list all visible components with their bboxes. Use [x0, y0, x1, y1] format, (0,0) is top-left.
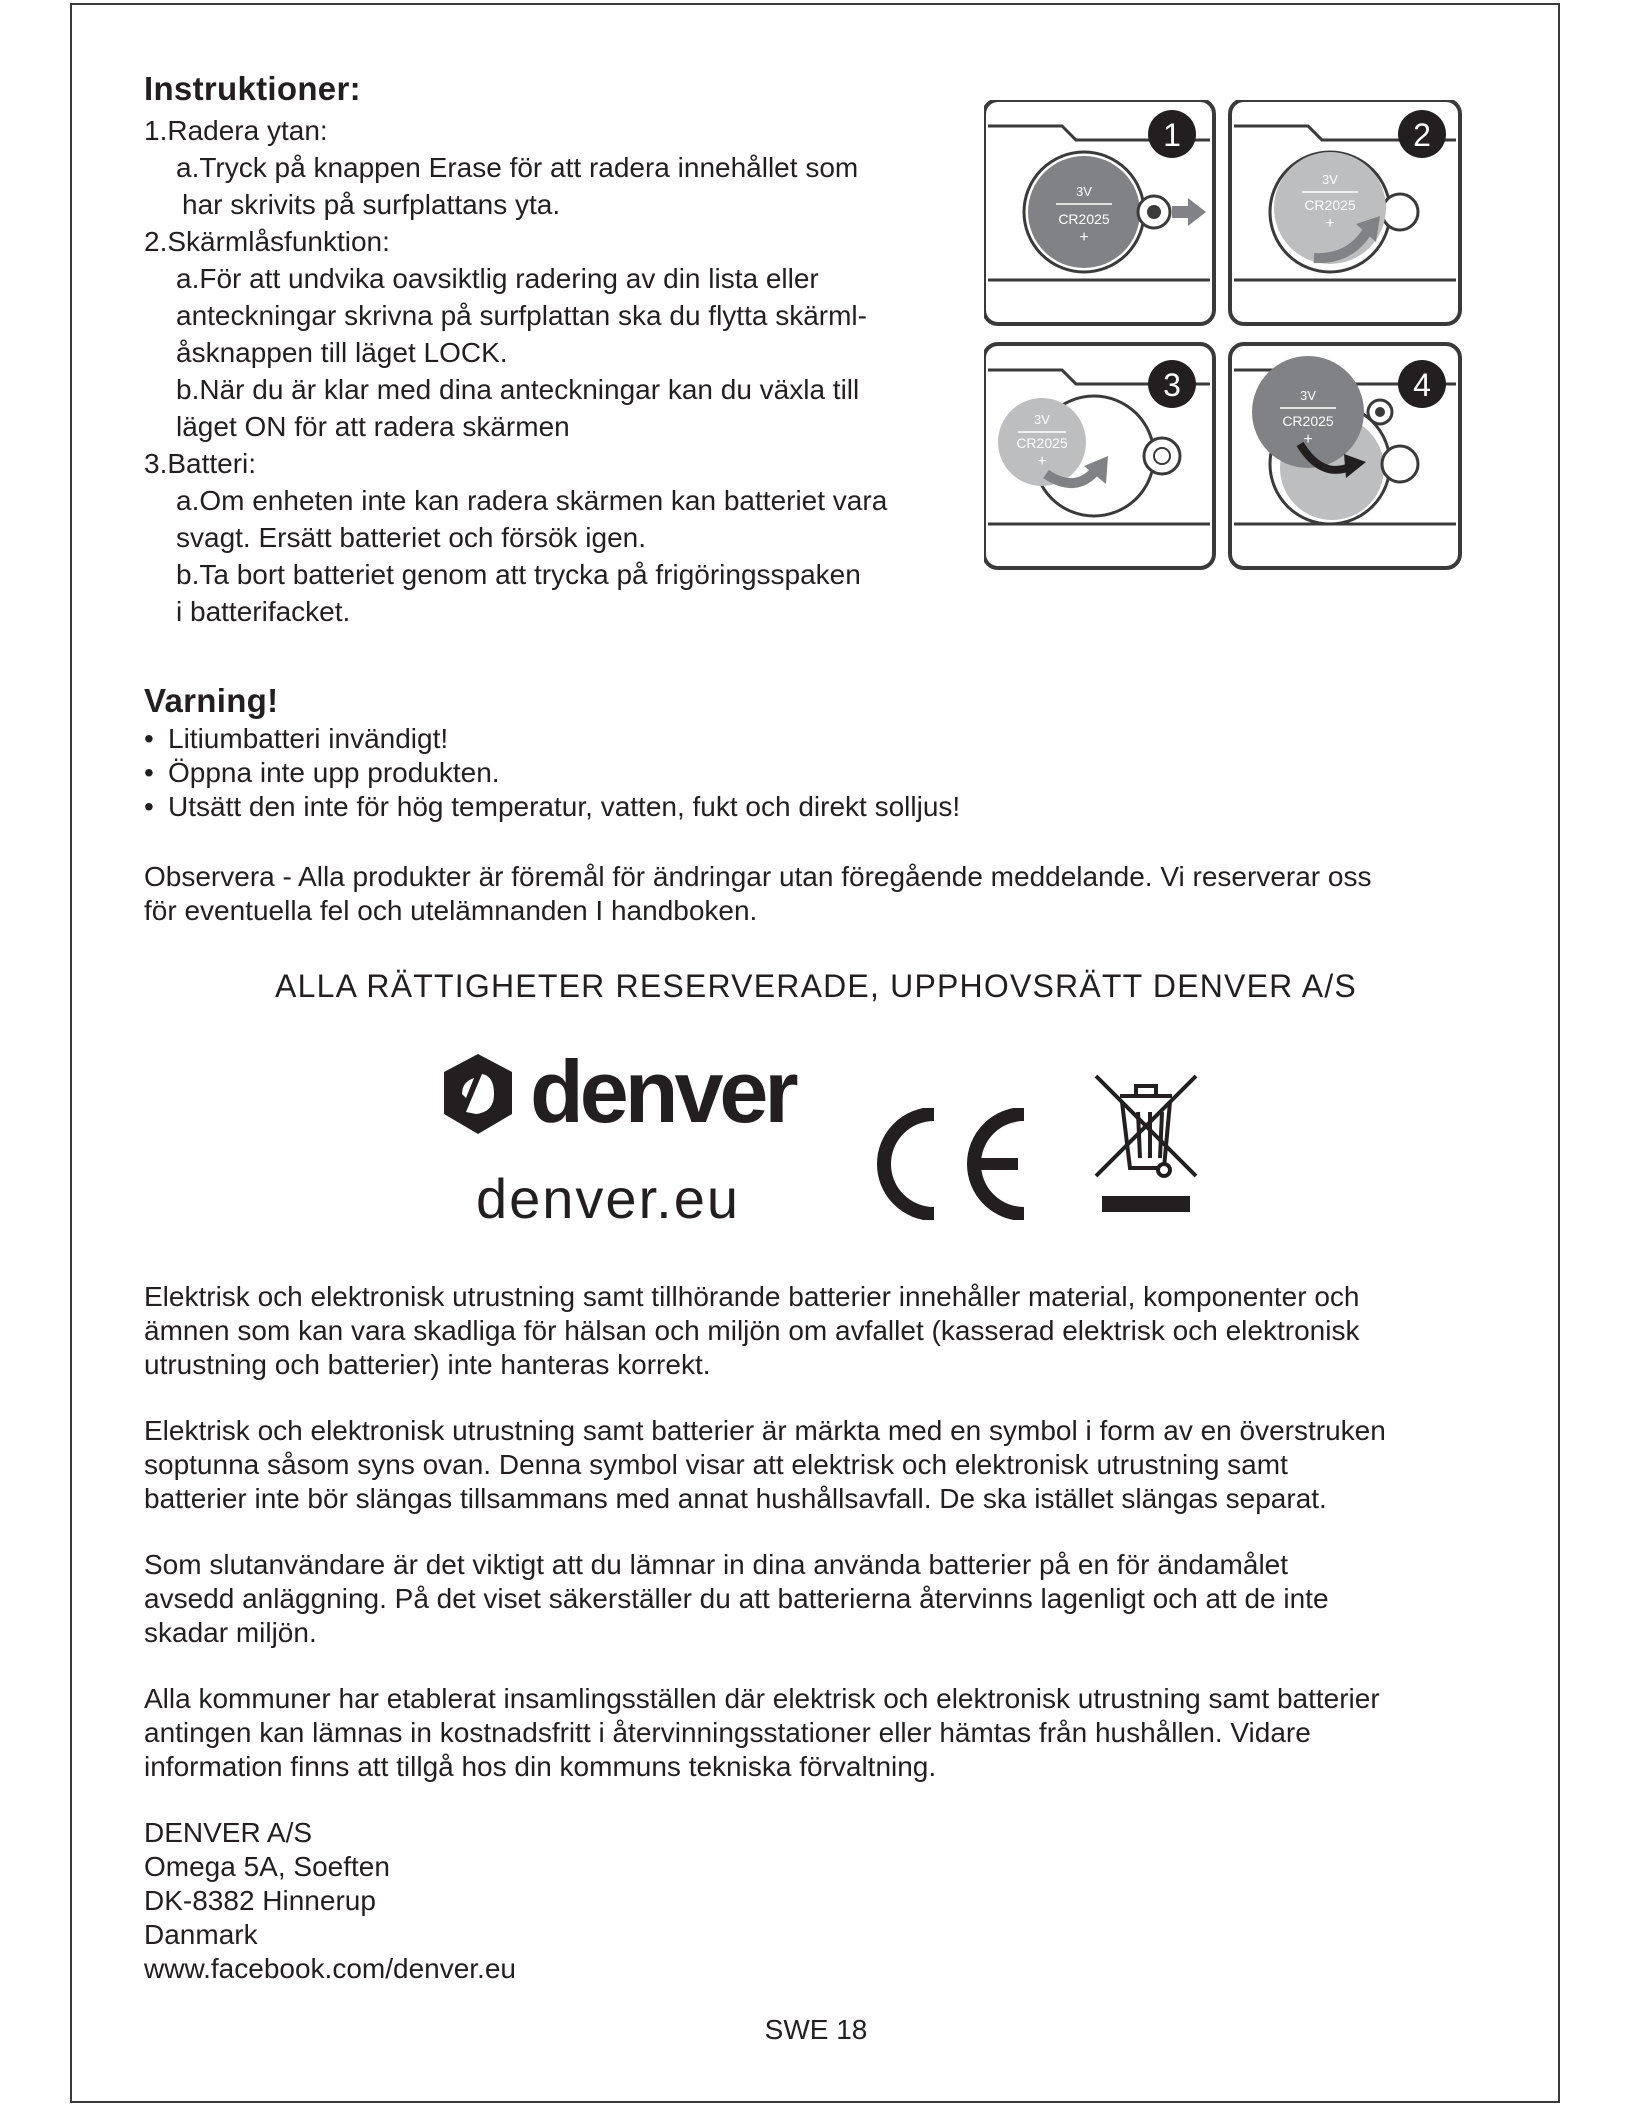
disposal-paragraph: Elektrisk och elektronisk utrustning samt batterier är märkta med en symbol i form av en överstruken soptunna såsom syns ovan. Denna symbol visar att elektrisk och elektronisk utrustning samt batterier inte bör slängas tillsammans med annat hushållsavfall. De ska istället slängas separat.	[144, 1415, 1386, 1514]
address-line: Omega 5A, Soeften	[144, 1851, 390, 1882]
instruction-line: a.Tryck på knappen Erase för att radera innehållet som	[176, 152, 859, 183]
page-number: SWE 18	[764, 2014, 868, 2045]
battery-model-label: CR2025	[1058, 211, 1110, 227]
disposal-paragraph: Som slutanvändare är det viktigt att du lämnar in dina använda batterier på en för ändamålet avsedd anläggning. På det viset säkerställer du att batterierna återvinns lagenligt och att de inte skadar miljön.	[144, 1549, 1329, 1648]
instruction-line: a.För att undvika oavsiktlig radering av din lista eller	[176, 263, 819, 294]
instruction-line: a.Om enheten inte kan radera skärmen kan batteriet vara	[176, 485, 888, 516]
step-number: 3	[1163, 367, 1181, 403]
instructions-heading: Instruktioner:	[144, 70, 361, 107]
battery-model-label: CR2025	[1282, 413, 1334, 429]
warning-item: • Utsätt den inte för hög temperatur, vatten, fukt och direkt solljus!	[144, 791, 961, 822]
battery-plus-label: +	[1079, 229, 1089, 246]
step-number: 1	[1163, 117, 1181, 153]
weee-crossed-bin-icon	[1090, 1072, 1202, 1220]
battery-voltage-label: 3V	[1300, 388, 1316, 403]
instruction-line: har skrivits på surfplattans yta.	[182, 189, 561, 220]
company-address	[144, 1816, 516, 1986]
instruction-line: b.Ta bort batteriet genom att trycka på frigöringsspaken	[176, 559, 861, 590]
battery-model-label: CR2025	[1304, 197, 1356, 213]
battery-model-label: CR2025	[1016, 435, 1068, 451]
instruction-line: 3.Batteri:	[144, 448, 257, 479]
battery-plus-label: +	[1303, 431, 1313, 448]
notice-paragraph: Observera - Alla produkter är föremål för ändringar utan föregående meddelande. Vi reserverar oss för eventuella fel och utelämnanden I handboken.	[144, 861, 1372, 926]
instruction-line: åsknappen till läget LOCK.	[176, 337, 508, 368]
step-4-panel	[1230, 344, 1460, 568]
address-line: DENVER A/S	[144, 1817, 313, 1848]
brand-logo-text: denver	[530, 1042, 795, 1141]
warning-item: • Öppna inte upp produkten.	[144, 757, 500, 788]
battery-voltage-label: 3V	[1322, 172, 1338, 187]
instruction-line: 1.Radera ytan:	[144, 115, 328, 146]
step-number: 4	[1413, 367, 1431, 403]
step-3-panel	[984, 344, 1214, 568]
battery-voltage-label: 3V	[1034, 412, 1050, 427]
instruction-line: svagt. Ersätt batteriet och försök igen.	[176, 522, 647, 553]
step-1-panel	[984, 100, 1214, 324]
brand-website: denver.eu	[476, 1167, 740, 1230]
battery-plus-label: +	[1037, 453, 1047, 470]
facebook-link[interactable]: www.facebook.com/denver.eu	[144, 1953, 516, 1984]
instruction-line: i batterifacket.	[176, 596, 351, 627]
step-2-panel	[1230, 100, 1460, 324]
copyright-line: ALLA RÄTTIGHETER RESERVERADE, UPPHOVSRÄTT DENVER A/S	[275, 968, 1357, 1004]
step-number: 2	[1413, 117, 1431, 153]
warning-heading: Varning!	[144, 682, 279, 719]
battery-plus-label: +	[1325, 215, 1335, 232]
instruction-line: läget ON för att radera skärmen	[176, 411, 570, 442]
address-line: DK-8382 Hinnerup	[144, 1885, 376, 1916]
disposal-paragraph: Alla kommuner har etablerat insamlingsställen där elektrisk och elektronisk utrustning samt batterier antingen kan lämnas in kostnadsfritt i återvinningsstationer eller hämtas från hushållen. Vidare information finns att tillgå hos din kommuns tekniska förvaltning.	[144, 1683, 1380, 1782]
battery-voltage-label: 3V	[1076, 184, 1092, 199]
instruction-line: b.När du är klar med dina anteckningar kan du växla till	[176, 374, 860, 405]
denver-logo-icon	[436, 1052, 520, 1136]
ce-mark-icon	[868, 1108, 1036, 1220]
address-line: Danmark	[144, 1919, 258, 1950]
instruction-line: anteckningar skrivna på surfplattan ska du flytta skärml-	[176, 300, 867, 331]
disposal-paragraph: Elektrisk och elektronisk utrustning samt tillhörande batterier innehåller material, komponenter och ämnen som kan vara skadliga för hälsan och miljön om avfallet (kasserad elektrisk och elektronisk utrustning och batterier) inte hanteras korrekt.	[144, 1281, 1360, 1380]
instruction-line: 2.Skärmlåsfunktion:	[144, 226, 390, 257]
battery-replacement-figure	[984, 100, 1466, 580]
warning-item: • Litiumbatteri invändigt!	[144, 723, 449, 754]
